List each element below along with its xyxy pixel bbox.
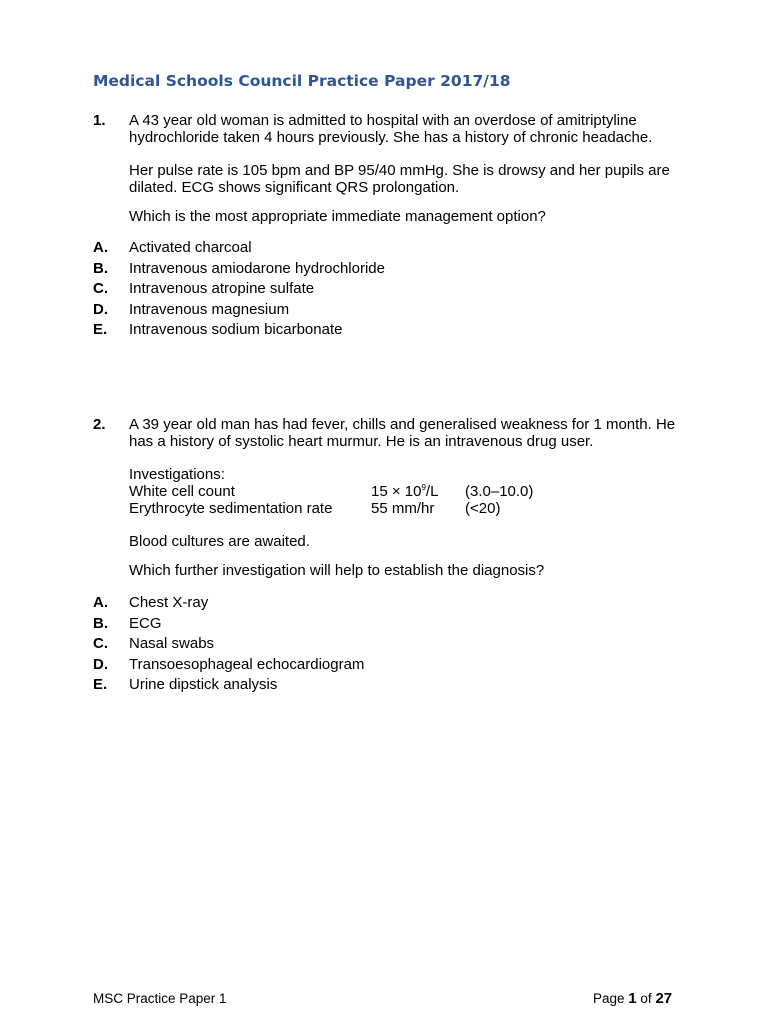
document-title: Medical Schools Council Practice Paper 2017/18 [93, 72, 511, 90]
option-text: Intravenous magnesium [129, 300, 290, 318]
option-e [93, 321, 693, 342]
stem-note: Blood cultures are awaited. [129, 533, 310, 550]
option-b [93, 615, 693, 636]
option-letter: E. [93, 676, 108, 693]
option-letter: A. [93, 239, 108, 256]
question-prompt: Which further investigation will help to establish the diagnosis? [129, 562, 545, 579]
option-letter: A. [93, 594, 108, 611]
footer-page-current: 1 [628, 990, 637, 1007]
option-letter: C. [93, 280, 108, 297]
footer-document-name: MSC Practice Paper 1 [93, 991, 227, 1006]
option-letter: D. [93, 655, 108, 673]
investigations-heading: Investigations: [129, 466, 225, 483]
question-number: 2. [93, 416, 106, 433]
option-letter: E. [93, 321, 108, 338]
option-c [93, 635, 693, 656]
option-letter: B. [93, 614, 108, 632]
investigation-name: White cell count [129, 483, 235, 500]
investigation-range: (3.0–10.0) [465, 483, 534, 500]
option-text: Transoesophageal echocardiogram [129, 655, 365, 673]
investigation-range: (<20) [465, 500, 501, 517]
investigation-name: Erythrocyte sedimentation rate [129, 500, 333, 517]
option-b [93, 260, 693, 281]
option-text: Urine dipstick analysis [129, 676, 278, 693]
option-letter: D. [93, 300, 108, 318]
footer-page-number [593, 990, 672, 1007]
stem-paragraph: A 39 year old man has had fever, chills and generalised weakness for 1 month. He has a history of systolic heart murmur. He is an intravenous drug user. [129, 416, 676, 450]
footer-page-word: Page [593, 991, 625, 1006]
option-e [93, 676, 693, 697]
option-text: Chest X-ray [129, 594, 209, 611]
question-prompt: Which is the most appropriate immediate management option? [129, 208, 546, 225]
investigations-table [129, 483, 533, 517]
question-1 [93, 112, 693, 225]
option-letter: C. [93, 635, 108, 652]
option-d [93, 656, 693, 677]
options-list-q1 [93, 239, 693, 342]
option-text: Intravenous amiodarone hydrochloride [129, 259, 385, 277]
option-text: ECG [129, 614, 162, 632]
option-a [93, 239, 693, 260]
table-row [129, 500, 533, 517]
question-stem [129, 416, 693, 579]
table-row [129, 483, 533, 500]
question-2 [93, 416, 693, 579]
stem-paragraph: Her pulse rate is 105 bpm and BP 95/40 mmHg. She is drowsy and her pupils are dilated. ECG shows significant QRS prolongation. [129, 162, 670, 196]
question-number: 1. [93, 112, 106, 129]
option-d [93, 301, 693, 322]
stem-paragraph: A 43 year old woman is admitted to hospital with an overdose of amitriptyline hydrochloride taken 4 hours previously. She has a history of chronic headache. [129, 112, 653, 146]
footer-of-word: of [640, 991, 652, 1006]
footer-page-total: 27 [655, 990, 673, 1007]
option-text: Activated charcoal [129, 239, 252, 256]
investigation-value: $15 \times 10^9/L$ [371, 483, 439, 500]
option-text: Nasal swabs [129, 635, 215, 652]
investigation-value: 55 mm/hr [371, 500, 435, 517]
question-stem [129, 112, 693, 225]
option-c [93, 280, 693, 301]
options-list-q2 [93, 594, 693, 697]
option-text: Intravenous sodium bicarbonate [129, 321, 343, 338]
option-letter: B. [93, 259, 108, 277]
option-text: Intravenous atropine sulfate [129, 280, 315, 297]
option-a [93, 594, 693, 615]
